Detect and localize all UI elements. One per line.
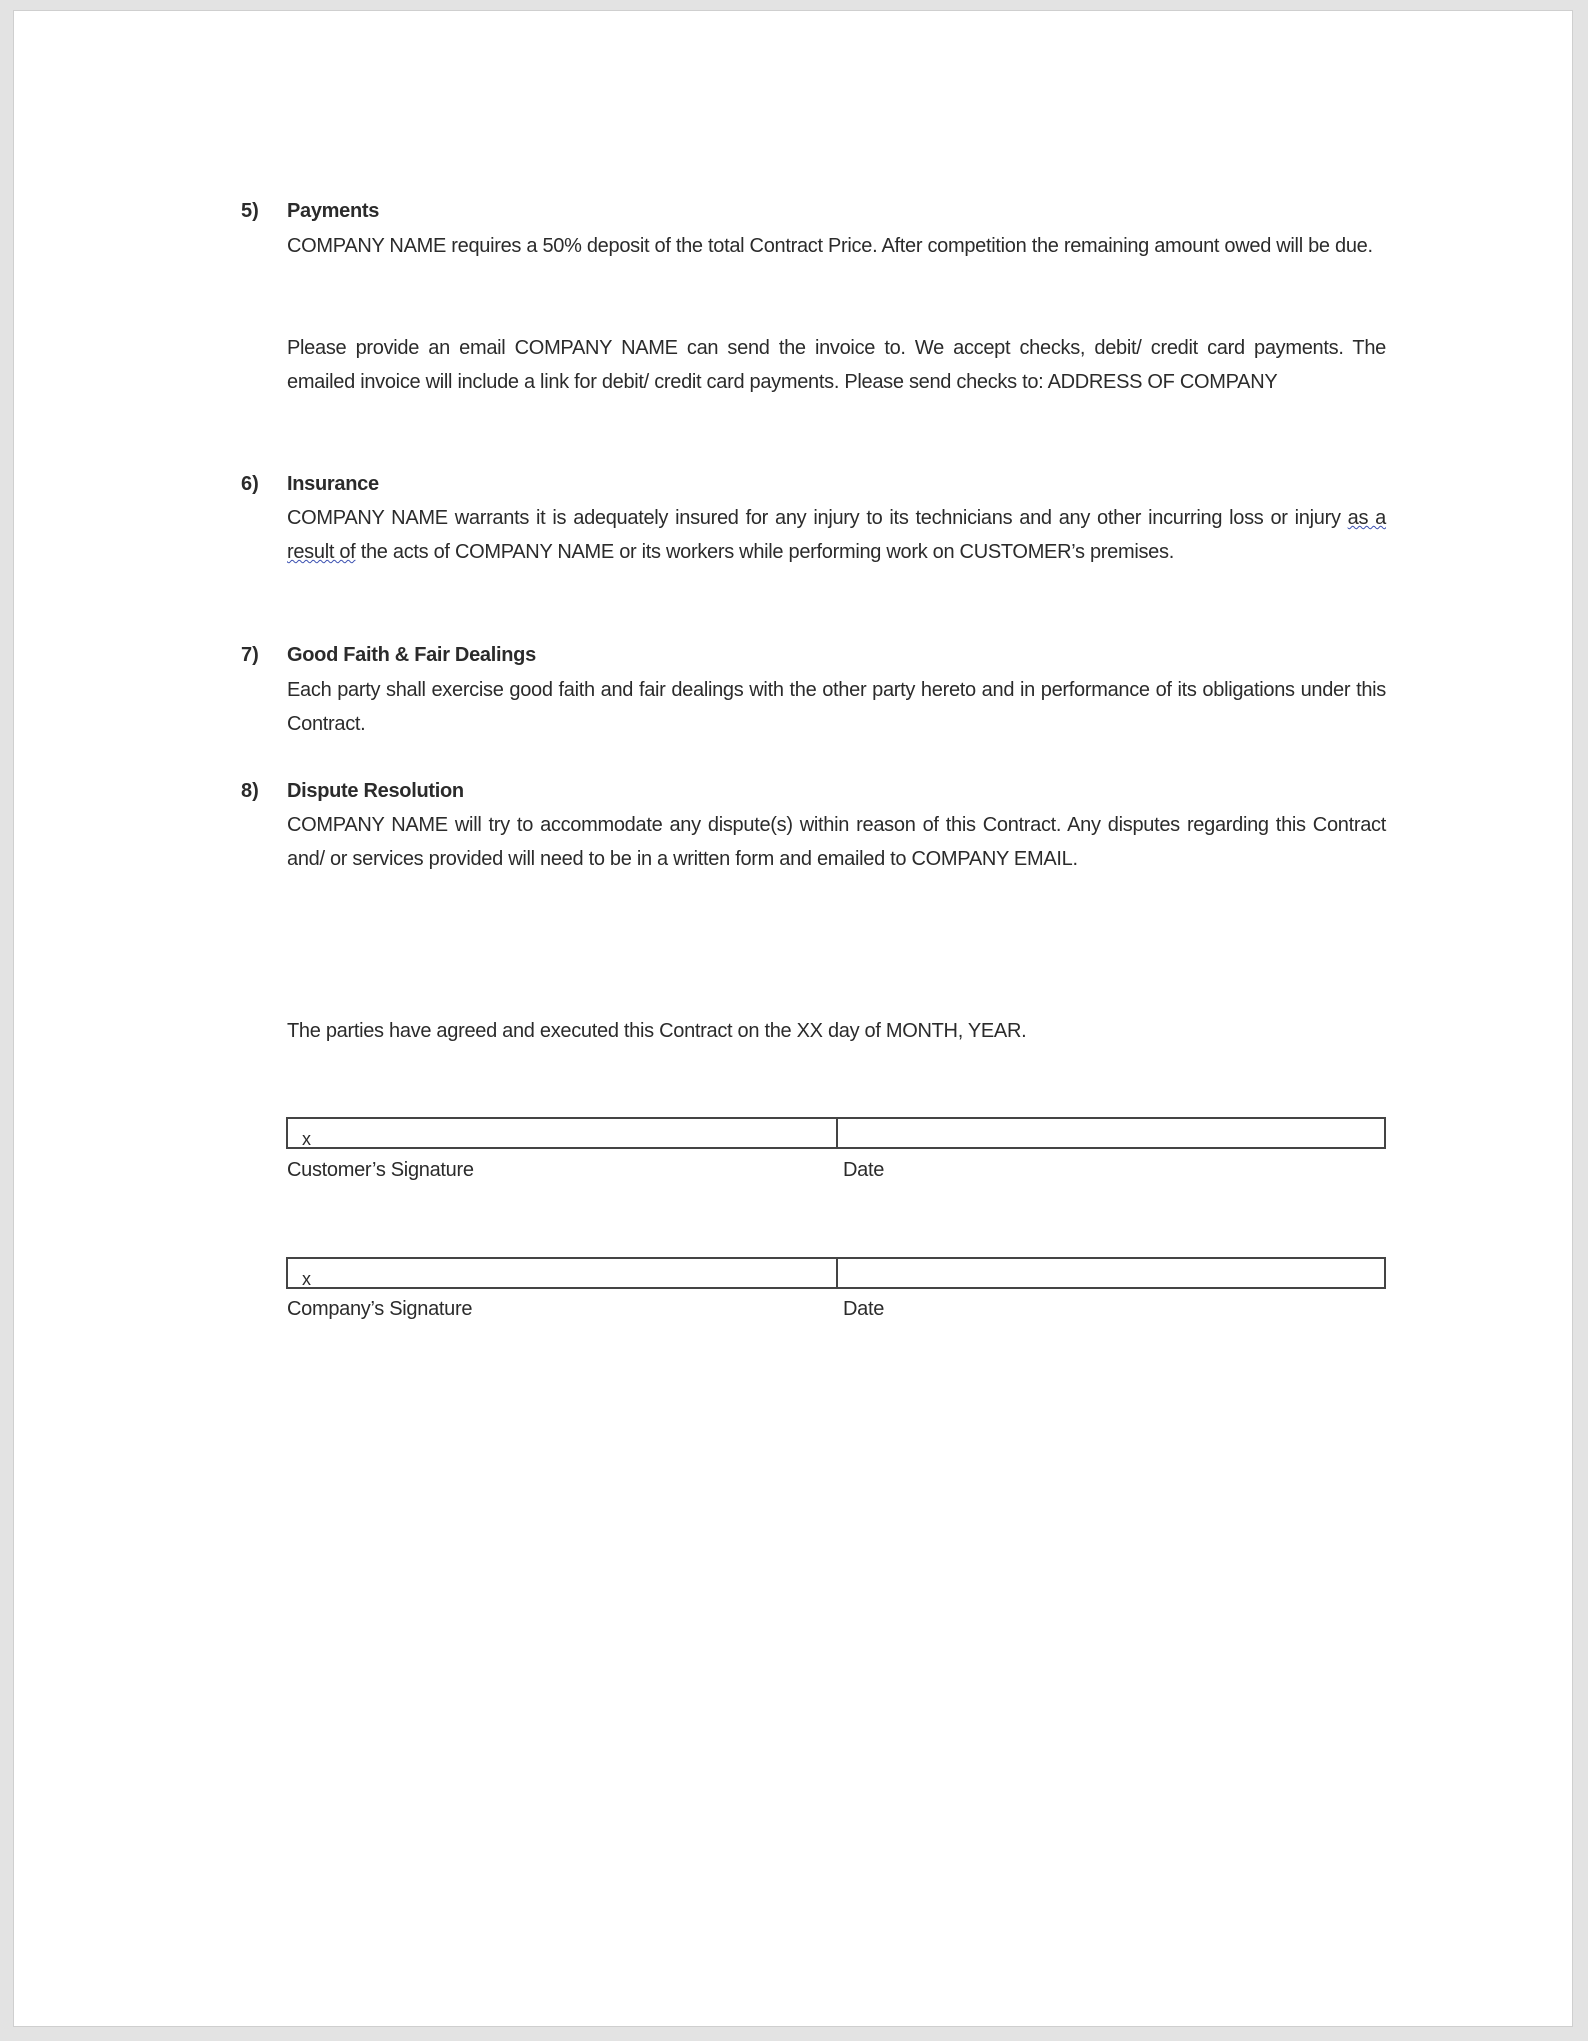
customer-signature-table <box>286 1117 1386 1149</box>
customer-signature-field[interactable]: x <box>288 1119 838 1147</box>
customer-date-field[interactable] <box>838 1119 1384 1147</box>
company-signature-field[interactable]: x <box>288 1259 838 1287</box>
good-faith-paragraph: Each party shall exercise good faith and fair dealings with the other party hereto and in performance of its obligations under this Contract. <box>287 679 1386 735</box>
section-title-payments: Payments <box>287 200 380 222</box>
insurance-paragraph <box>287 501 1386 569</box>
grammar-flagged-phrase[interactable]: as a result of <box>287 507 1386 563</box>
payments-paragraph-2: Please provide an email COMPANY NAME can send the invoice to. We accept checks, debit/ credit card payments. The emailed invoice will include a link for debit/ credit card payments. Please send checks to: ADDRESS OF COMPANY <box>287 337 1386 393</box>
company-date-label: Date <box>843 1298 885 1320</box>
customer-signature-label: Customer’s Signature <box>287 1159 474 1181</box>
customer-date-label: Date <box>843 1159 885 1181</box>
section-number: 6) <box>241 473 259 495</box>
section-title-good-faith: Good Faith & Fair Dealings <box>287 644 536 666</box>
insurance-text: COMPANY NAME warrants it is adequately insured for any injury to its technicians and any other incurring loss or injury <box>287 507 1348 529</box>
section-number: 8) <box>241 780 259 802</box>
company-signature-table <box>286 1257 1386 1289</box>
execution-statement: The parties have agreed and executed this Contract on the XX day of MONTH, YEAR. <box>287 1020 1027 1042</box>
section-title-insurance: Insurance <box>287 473 379 495</box>
section-number: 5) <box>241 200 259 222</box>
dispute-paragraph: COMPANY NAME will try to accommodate any dispute(s) within reason of this Contract. Any disputes regarding this Contract and/ or services provided will need to be in a written form and emailed to COMPANY EMAIL. <box>287 814 1386 870</box>
company-signature-label: Company’s Signature <box>287 1298 473 1320</box>
insurance-text-end: the acts of COMPANY NAME or its workers while performing work on CUSTOMER’s premises. <box>355 541 1174 563</box>
section-title-dispute: Dispute Resolution <box>287 780 464 802</box>
company-date-field[interactable] <box>838 1259 1384 1287</box>
payments-paragraph-1: COMPANY NAME requires a 50% deposit of the total Contract Price. After competition the remaining amount owed will be due. <box>287 235 1373 257</box>
section-number: 7) <box>241 644 259 666</box>
